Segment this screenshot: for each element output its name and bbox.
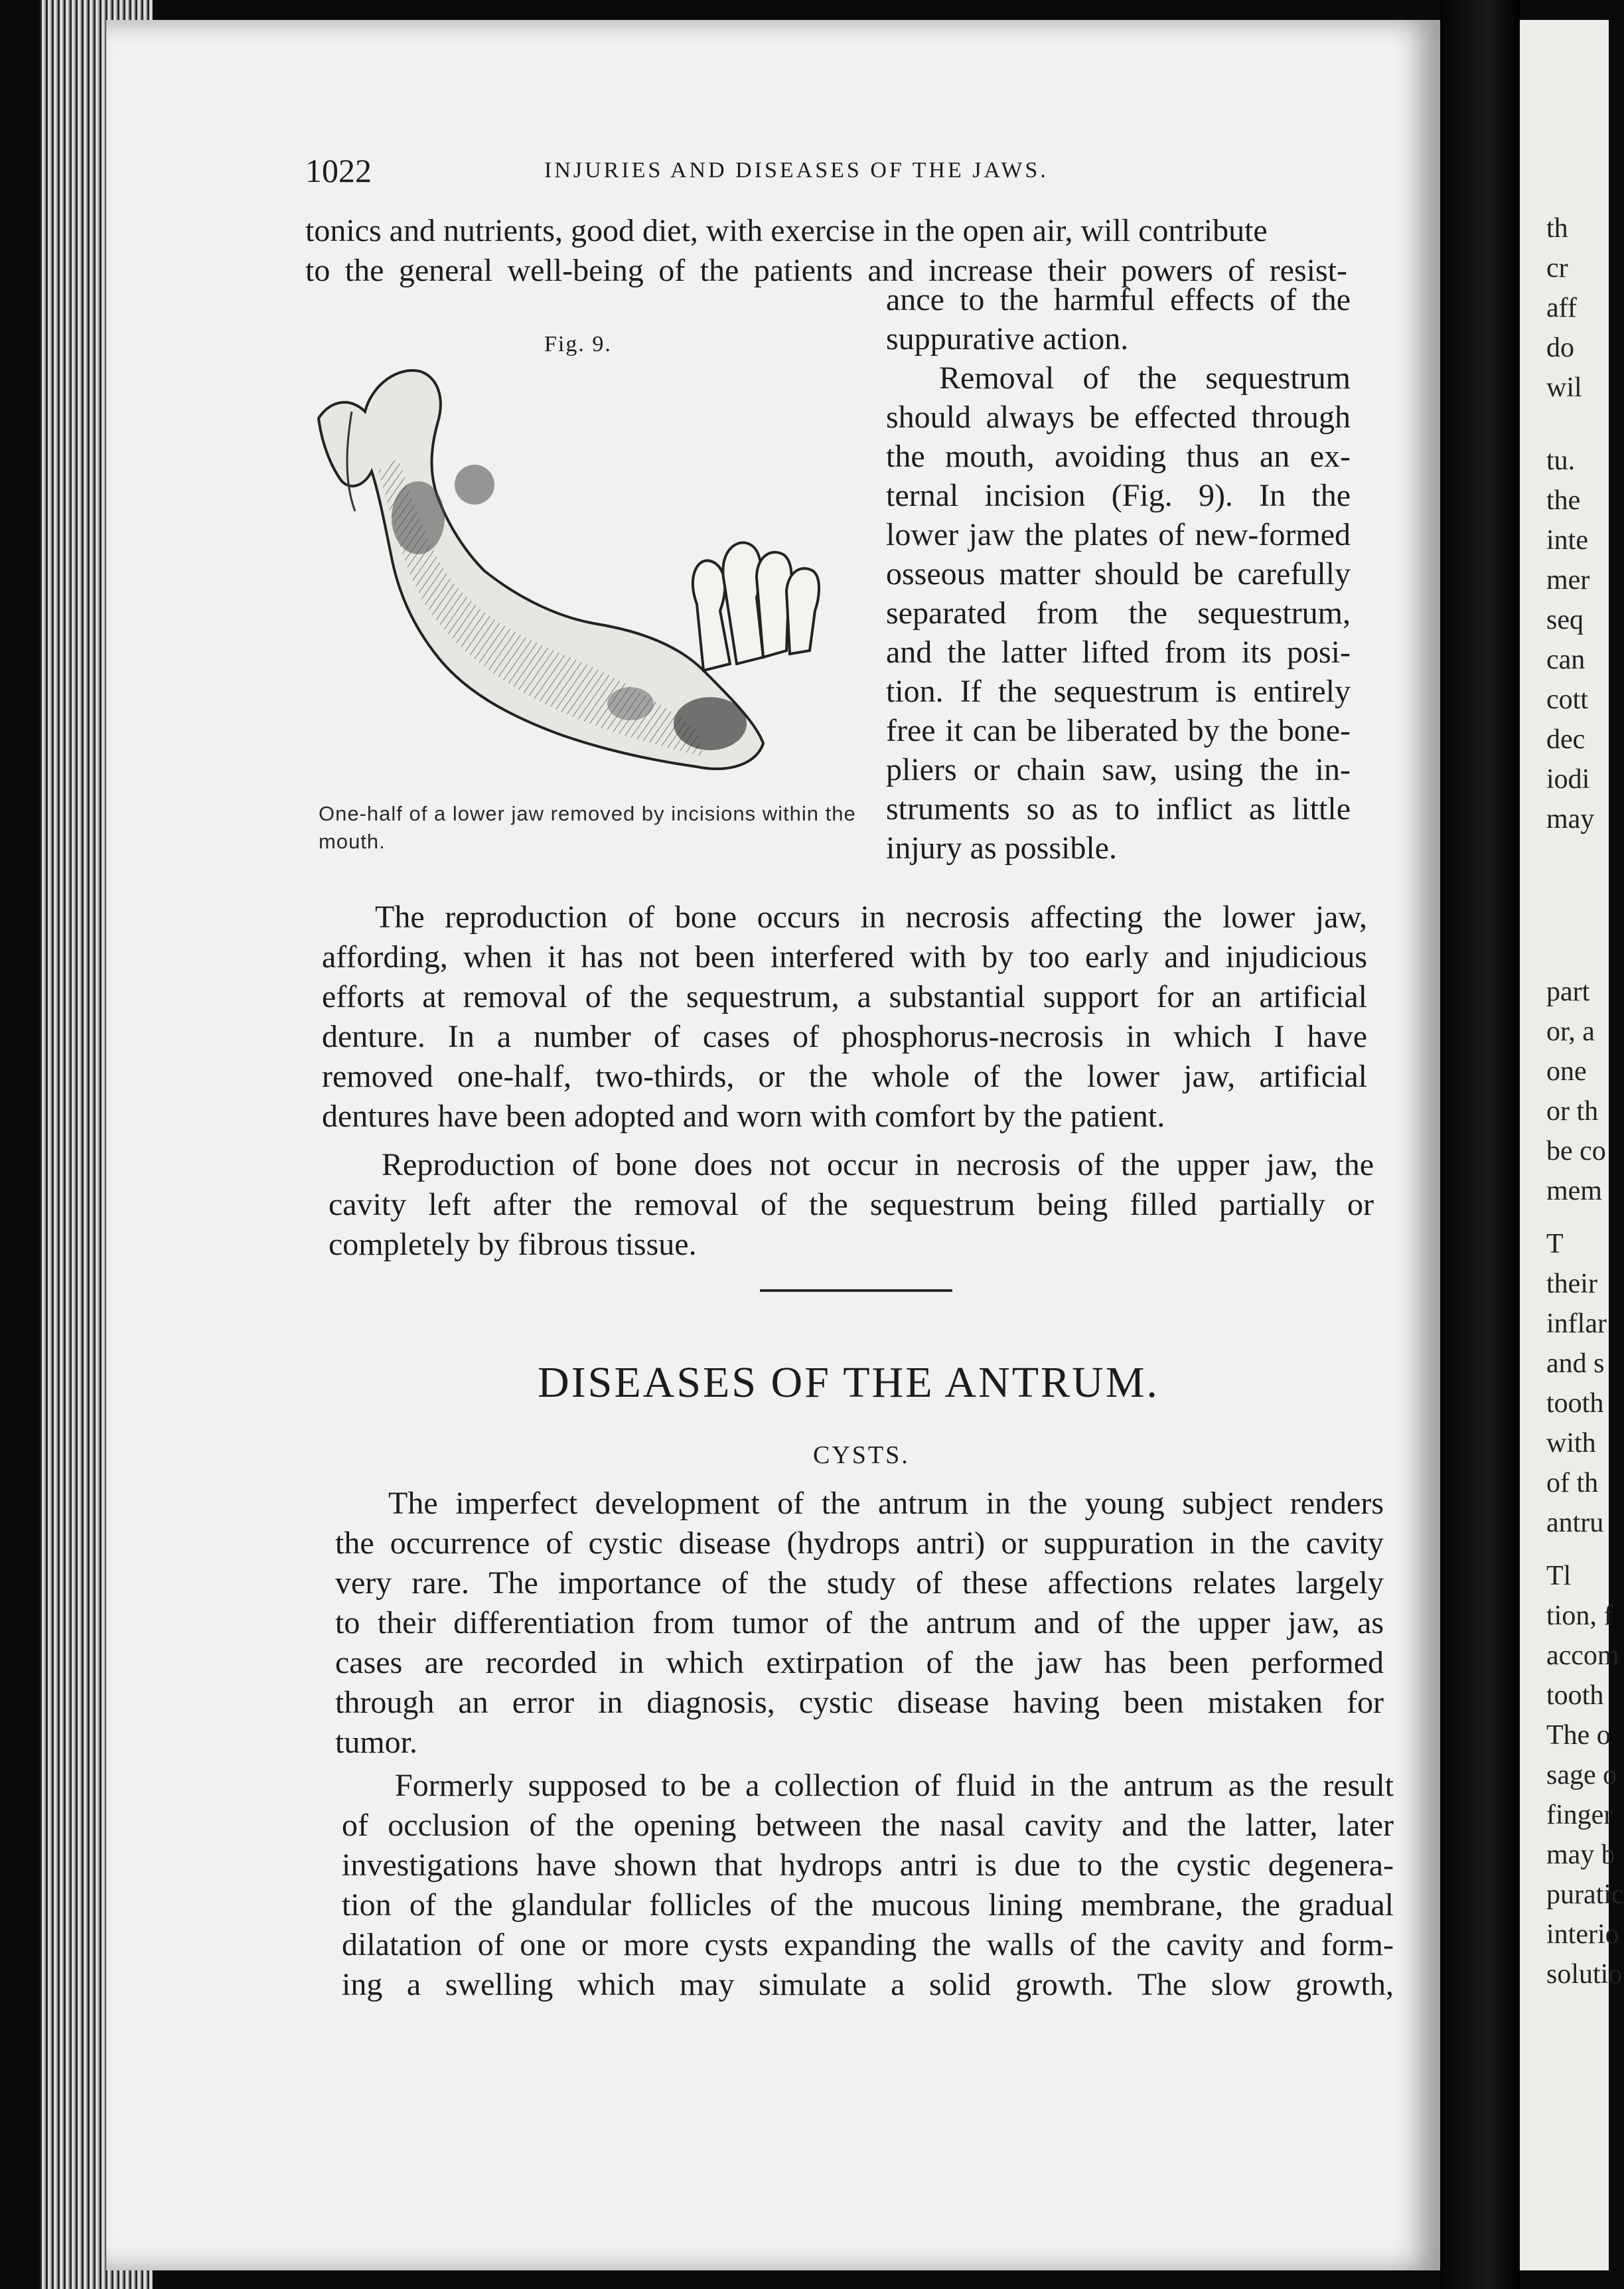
page-number: 1022 bbox=[305, 152, 372, 189]
text-line: should always be effected through bbox=[886, 400, 1351, 435]
text-line: struments so as to inflict as little bbox=[886, 791, 1351, 827]
next-page-text-fragment: solutio bbox=[1546, 1959, 1623, 1990]
text-line: denture. In a number of cases of phosphorus-necrosis in which I have bbox=[322, 1019, 1367, 1054]
next-page-text-fragment: may bbox=[1546, 804, 1595, 834]
text-line: Removal of the sequestrum bbox=[939, 360, 1351, 396]
next-page-text-fragment: antru bbox=[1546, 1508, 1604, 1538]
text-line: separated from the sequestrum, bbox=[886, 595, 1351, 631]
next-page-text-fragment: seq bbox=[1546, 605, 1584, 635]
text-line: tion. If the sequestrum is entirely bbox=[886, 674, 1351, 709]
text-line: ing a swelling which may simulate a solid growth. The slow growth, bbox=[342, 1967, 1394, 2002]
next-page-text-fragment: mem bbox=[1546, 1176, 1602, 1206]
next-page-text-fragment: wil bbox=[1546, 372, 1582, 403]
tooth bbox=[723, 542, 763, 664]
necrosis-patch bbox=[392, 481, 445, 554]
next-page-text-fragment: of th bbox=[1546, 1468, 1599, 1498]
text-line: osseous matter should be carefully bbox=[886, 556, 1351, 592]
text-line: The reproduction of bone occurs in necrosis affecting the lower jaw, bbox=[375, 900, 1367, 935]
text-line: to the general well-being of the patients and increase their powers of resist- bbox=[305, 253, 1347, 288]
text-line: ternal incision (Fig. 9). In the bbox=[886, 478, 1351, 513]
text-line: and the latter lifted from its posi- bbox=[886, 635, 1351, 670]
text-line: suppurative action. bbox=[886, 321, 1129, 356]
next-page-text-fragment: tion, f bbox=[1546, 1601, 1613, 1631]
next-page-text-fragment: aff bbox=[1546, 293, 1577, 323]
figure-caption: One-half of a lower jaw removed by incisions within the mouth. bbox=[319, 802, 856, 853]
next-page-text-fragment: inte bbox=[1546, 525, 1588, 556]
reproduction-paragraph bbox=[322, 898, 1367, 1137]
next-page-text-fragment: tu. bbox=[1546, 445, 1576, 476]
next-page-text-fragment: part bbox=[1546, 977, 1590, 1007]
next-page-text-fragment: cr bbox=[1546, 253, 1568, 283]
right-column-paragraph bbox=[886, 280, 1351, 868]
next-page-text-fragment: do bbox=[1546, 333, 1574, 363]
upper-jaw-paragraph bbox=[329, 1145, 1374, 1265]
necrosis-patch bbox=[455, 465, 494, 505]
next-page-text-fragment: dec bbox=[1546, 724, 1586, 755]
text-line: ance to the harmful effects of the bbox=[886, 282, 1351, 317]
text-line: Formerly supposed to be a collection of fluid in the antrum as the result bbox=[395, 1768, 1394, 1803]
next-page-text-fragment: their bbox=[1546, 1269, 1597, 1299]
opening-paragraph bbox=[305, 211, 1347, 291]
text-line: to their differentiation from tumor of the antrum and of the upper jaw, as bbox=[335, 1605, 1384, 1640]
next-page-text-fragment: with bbox=[1546, 1428, 1596, 1459]
text-line: The imperfect development of the antrum in the young subject renders bbox=[388, 1486, 1384, 1521]
next-page-text-fragment: mer bbox=[1546, 565, 1590, 595]
next-page-text-fragment: can bbox=[1546, 645, 1586, 675]
text-line: the occurrence of cystic disease (hydrops antri) or suppuration in the cavity bbox=[335, 1526, 1384, 1561]
next-page-text-fragment: may b bbox=[1546, 1840, 1615, 1870]
next-page-text-fragment: puratic bbox=[1546, 1879, 1624, 1910]
next-page-text-fragment: sage o bbox=[1546, 1760, 1617, 1790]
next-page-text-fragment: cott bbox=[1546, 684, 1588, 715]
text-line: cases are recorded in which extirpation of the jaw has been performed bbox=[335, 1645, 1384, 1680]
running-title: INJURIES AND DISEASES OF THE JAWS. bbox=[544, 158, 1049, 183]
text-line: removed one-half, two-thirds, or the whole of the lower jaw, artificial bbox=[322, 1059, 1367, 1094]
section-title: DISEASES OF THE ANTRUM. bbox=[538, 1358, 1159, 1407]
next-page-text-fragment: accom bbox=[1546, 1640, 1619, 1671]
text-line: free it can be liberated by the bone- bbox=[886, 713, 1351, 748]
next-page-text-fragment: th bbox=[1546, 213, 1568, 244]
text-line: tumor. bbox=[335, 1725, 418, 1760]
text-line: efforts at removal of the sequestrum, a substantial support for an artificial bbox=[322, 979, 1367, 1014]
next-page-text-fragment: tooth bbox=[1546, 1680, 1604, 1711]
text-line: the mouth, avoiding thus an ex- bbox=[886, 439, 1351, 474]
necrosis-patch bbox=[607, 687, 654, 720]
text-line: tonics and nutrients, good diet, with exercise in the open air, will contribute bbox=[305, 213, 1268, 248]
text-line: investigations have shown that hydrops antri is due to the cystic degenera- bbox=[342, 1848, 1394, 1883]
text-line: pliers or chain saw, using the in- bbox=[886, 752, 1351, 787]
necrosis-patch bbox=[674, 697, 747, 750]
text-line: lower jaw the plates of new-formed bbox=[886, 517, 1351, 552]
next-page-text-fragment: Tl bbox=[1546, 1561, 1572, 1591]
figure-label: Fig. 9. bbox=[544, 332, 612, 356]
hydrops-paragraph bbox=[342, 1766, 1394, 2005]
teeth-group bbox=[693, 542, 819, 671]
subsection-title: CYSTS. bbox=[813, 1441, 910, 1469]
text-line: of occlusion of the opening between the nasal cavity and the latter, later bbox=[342, 1808, 1394, 1843]
text-line: Reproduction of bone does not occur in necrosis of the upper jaw, the bbox=[382, 1147, 1374, 1182]
next-page-text-fragment: one bbox=[1546, 1056, 1587, 1087]
next-page-text-fragment: interio bbox=[1546, 1919, 1619, 1950]
next-page-fragment bbox=[1520, 20, 1624, 2270]
text-line: tion of the glandular follicles of the mucous lining membrane, the gradual bbox=[342, 1887, 1394, 1923]
text-line: completely by fibrous tissue. bbox=[329, 1227, 697, 1262]
next-page-text-fragment: and s bbox=[1546, 1348, 1605, 1379]
text-line: through an error in diagnosis, cystic disease having been mistaken for bbox=[335, 1685, 1384, 1720]
text-line: affording, when it has not been interfered with by too early and injudicious bbox=[322, 939, 1367, 975]
text-line: injury as possible. bbox=[886, 830, 1117, 866]
section-divider bbox=[760, 1289, 952, 1292]
next-page-text-fragment: or, a bbox=[1546, 1016, 1595, 1047]
book-gutter bbox=[1440, 0, 1520, 2289]
text-line: very rare. The importance of the study of these affections relates largely bbox=[335, 1565, 1384, 1601]
tooth bbox=[786, 568, 819, 654]
next-page-text-fragment: inflar bbox=[1546, 1308, 1607, 1339]
text-line: dentures have been adopted and worn with comfort by the patient. bbox=[322, 1099, 1165, 1134]
next-page-text-fragment: iodi bbox=[1546, 764, 1590, 795]
text-line: cavity left after the removal of the sequestrum being filled partially or bbox=[329, 1187, 1374, 1222]
next-page-text-fragment: The o bbox=[1546, 1720, 1611, 1751]
next-page-text-fragment: T bbox=[1546, 1229, 1564, 1259]
cysts-paragraph bbox=[335, 1484, 1384, 1763]
text-line: dilatation of one or more cysts expanding the walls of the cavity and form- bbox=[342, 1927, 1394, 1962]
next-page-text-fragment: the bbox=[1546, 485, 1581, 516]
next-page-text-fragment: or th bbox=[1546, 1096, 1599, 1127]
next-page-text-fragment: be co bbox=[1546, 1136, 1606, 1166]
jaw-illustration bbox=[305, 358, 830, 797]
next-page-text-fragment: finger bbox=[1546, 1800, 1613, 1830]
next-page-text-fragment: tooth bbox=[1546, 1388, 1604, 1419]
